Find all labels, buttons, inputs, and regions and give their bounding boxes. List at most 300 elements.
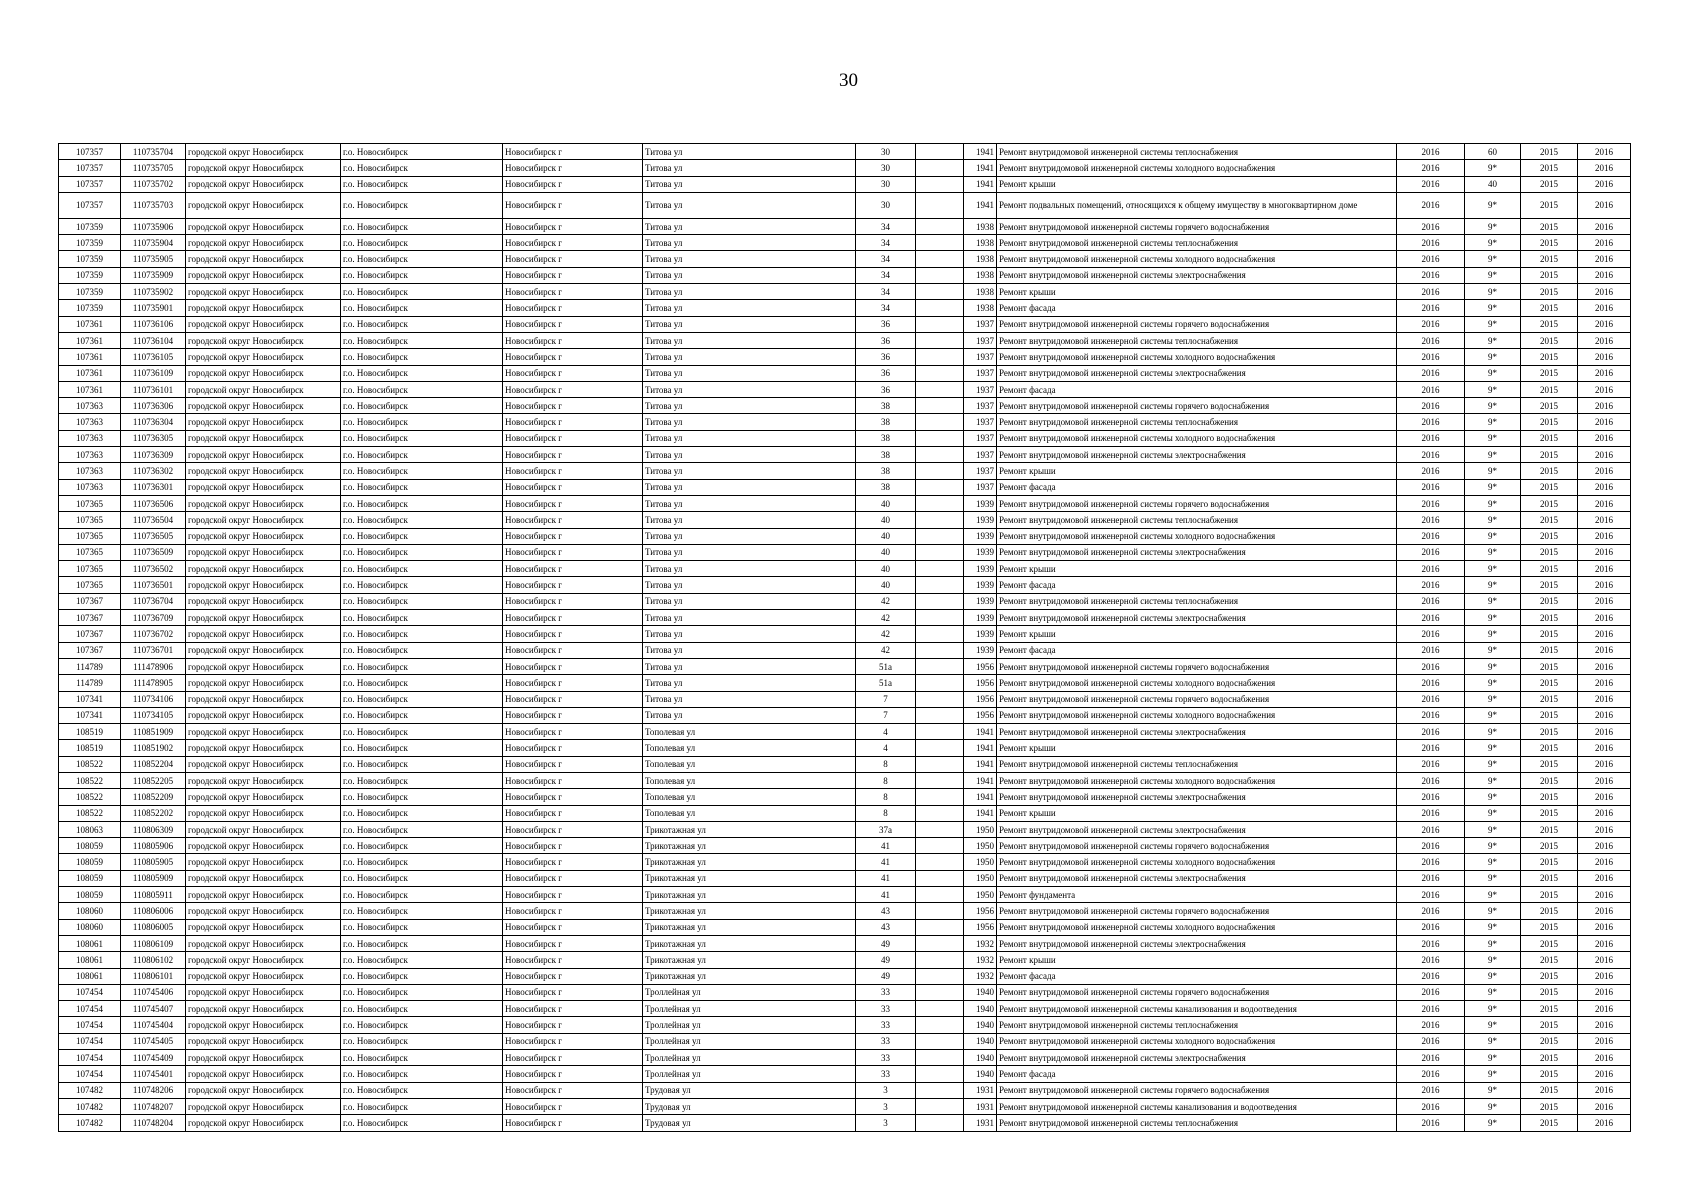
building-cell [916,1098,964,1114]
work-id-cell: 110745407 [121,1001,186,1017]
municipal-district-cell: городской округ Новосибирск [186,675,341,691]
end-year-cell: 2016 [1578,772,1631,788]
settlement-cell: г.о. Новосибирск [341,756,503,772]
year-built-cell: 1956 [964,691,997,707]
municipal-district-cell: городской округ Новосибирск [186,1033,341,1049]
year-built-cell: 1956 [964,903,997,919]
start-year-cell: 2015 [1521,284,1578,300]
work-id-cell: 110736502 [121,561,186,577]
wear-cell: 9* [1465,332,1521,348]
municipal-district-cell: городской округ Новосибирск [186,1001,341,1017]
house-number-cell: 38 [856,463,916,479]
work-type-cell: Ремонт внутридомовой инженерной системы электроснабжения [997,544,1397,560]
end-year-cell: 2016 [1578,789,1631,805]
city-cell: Новосибирск г [503,838,643,854]
table-row [59,528,1631,544]
settlement-cell: г.о. Новосибирск [341,1066,503,1082]
house-number-cell: 4 [856,724,916,740]
house-id-cell: 108519 [59,724,121,740]
building-cell [916,561,964,577]
municipal-district-cell: городской округ Новосибирск [186,192,341,218]
settlement-cell: г.о. Новосибирск [341,903,503,919]
municipal-district-cell: городской округ Новосибирск [186,332,341,348]
table-row [59,642,1631,658]
work-id-cell: 110736101 [121,381,186,397]
year-built-cell: 1937 [964,316,997,332]
settlement-cell: г.о. Новосибирск [341,935,503,951]
start-year-cell: 2015 [1521,463,1578,479]
settlement-cell: г.о. Новосибирск [341,316,503,332]
street-cell: Тополевая ул [643,740,856,756]
table-row [59,593,1631,609]
work-id-cell: 110852204 [121,756,186,772]
house-number-cell: 38 [856,430,916,446]
wear-cell: 9* [1465,160,1521,176]
work-type-cell: Ремонт внутридомовой инженерной системы холодного водоснабжения [997,919,1397,935]
table-row [59,1066,1631,1082]
city-cell: Новосибирск г [503,300,643,316]
end-year-cell: 2016 [1578,919,1631,935]
work-type-cell: Ремонт внутридомовой инженерной системы горячего водоснабжения [997,984,1397,1000]
building-cell [916,447,964,463]
building-cell [916,144,964,160]
building-cell [916,544,964,560]
end-year-cell: 2016 [1578,935,1631,951]
municipal-district-cell: городской округ Новосибирск [186,935,341,951]
table-row [59,789,1631,805]
plan-year-cell: 2016 [1397,1017,1465,1033]
plan-year-cell: 2016 [1397,235,1465,251]
house-number-cell: 30 [856,176,916,192]
start-year-cell: 2015 [1521,430,1578,446]
work-id-cell: 110736105 [121,349,186,365]
end-year-cell: 2016 [1578,610,1631,626]
year-built-cell: 1940 [964,1017,997,1033]
work-id-cell: 110852202 [121,805,186,821]
street-cell: Трикотажная ул [643,854,856,870]
plan-year-cell: 2016 [1397,512,1465,528]
street-cell: Трикотажная ул [643,968,856,984]
work-type-cell: Ремонт крыши [997,561,1397,577]
work-id-cell: 110736702 [121,626,186,642]
table-row [59,235,1631,251]
work-id-cell: 110748206 [121,1082,186,1098]
year-built-cell: 1939 [964,512,997,528]
table-row [59,284,1631,300]
municipal-district-cell: городской округ Новосибирск [186,919,341,935]
settlement-cell: г.о. Новосибирск [341,870,503,886]
street-cell: Трудовая ул [643,1098,856,1114]
house-number-cell: 7 [856,707,916,723]
building-cell [916,192,964,218]
building-cell [916,528,964,544]
work-id-cell: 110851909 [121,724,186,740]
table-row [59,479,1631,495]
building-cell [916,658,964,674]
plan-year-cell: 2016 [1397,398,1465,414]
wear-cell: 9* [1465,968,1521,984]
city-cell: Новосибирск г [503,610,643,626]
house-id-cell: 108059 [59,854,121,870]
work-id-cell: 110805911 [121,887,186,903]
municipal-district-cell: городской округ Новосибирск [186,381,341,397]
plan-year-cell: 2016 [1397,192,1465,218]
work-type-cell: Ремонт внутридомовой инженерной системы электроснабжения [997,447,1397,463]
end-year-cell: 2016 [1578,1017,1631,1033]
settlement-cell: г.о. Новосибирск [341,235,503,251]
end-year-cell: 2016 [1578,577,1631,593]
table-row [59,577,1631,593]
settlement-cell: г.о. Новосибирск [341,789,503,805]
wear-cell: 9* [1465,192,1521,218]
municipal-district-cell: городской округ Новосибирск [186,691,341,707]
building-cell [916,463,964,479]
wear-cell: 9* [1465,479,1521,495]
work-type-cell: Ремонт внутридомовой инженерной системы холодного водоснабжения [997,854,1397,870]
settlement-cell: г.о. Новосибирск [341,251,503,267]
house-id-cell: 107357 [59,144,121,160]
settlement-cell: г.о. Новосибирск [341,952,503,968]
municipal-district-cell: городской округ Новосибирск [186,1098,341,1114]
municipal-district-cell: городской округ Новосибирск [186,528,341,544]
end-year-cell: 2016 [1578,561,1631,577]
wear-cell: 9* [1465,251,1521,267]
building-cell [916,691,964,707]
work-id-cell: 110735704 [121,144,186,160]
plan-year-cell: 2016 [1397,724,1465,740]
work-type-cell: Ремонт внутридомовой инженерной системы электроснабжения [997,870,1397,886]
settlement-cell: г.о. Новосибирск [341,300,503,316]
work-id-cell: 110745405 [121,1033,186,1049]
settlement-cell: г.о. Новосибирск [341,365,503,381]
year-built-cell: 1956 [964,707,997,723]
start-year-cell: 2015 [1521,821,1578,837]
municipal-district-cell: городской округ Новосибирск [186,805,341,821]
house-id-cell: 107357 [59,176,121,192]
street-cell: Тополевая ул [643,724,856,740]
wear-cell: 9* [1465,1098,1521,1114]
settlement-cell: г.о. Новосибирск [341,1098,503,1114]
page-number: 30 [839,70,858,91]
house-id-cell: 107363 [59,430,121,446]
year-built-cell: 1938 [964,267,997,283]
work-type-cell: Ремонт внутридомовой инженерной системы холодного водоснабжения [997,707,1397,723]
start-year-cell: 2015 [1521,365,1578,381]
street-cell: Трудовая ул [643,1082,856,1098]
settlement-cell: г.о. Новосибирск [341,398,503,414]
year-built-cell: 1940 [964,1033,997,1049]
plan-year-cell: 2016 [1397,300,1465,316]
work-type-cell: Ремонт внутридомовой инженерной системы холодного водоснабжения [997,772,1397,788]
house-id-cell: 108059 [59,838,121,854]
start-year-cell: 2015 [1521,160,1578,176]
wear-cell: 9* [1465,870,1521,886]
municipal-district-cell: городской округ Новосибирск [186,642,341,658]
work-type-cell: Ремонт крыши [997,284,1397,300]
settlement-cell: г.о. Новосибирск [341,544,503,560]
start-year-cell: 2015 [1521,332,1578,348]
street-cell: Тополевая ул [643,756,856,772]
start-year-cell: 2015 [1521,561,1578,577]
year-built-cell: 1956 [964,919,997,935]
house-id-cell: 107341 [59,691,121,707]
wear-cell: 9* [1465,838,1521,854]
work-type-cell: Ремонт внутридомовой инженерной системы электроснабжения [997,821,1397,837]
city-cell: Новосибирск г [503,544,643,560]
city-cell: Новосибирск г [503,381,643,397]
year-built-cell: 1931 [964,1115,997,1131]
work-type-cell: Ремонт фасада [997,381,1397,397]
table-row [59,192,1631,218]
work-id-cell: 110805906 [121,838,186,854]
table-row [59,626,1631,642]
house-id-cell: 108522 [59,772,121,788]
end-year-cell: 2016 [1578,512,1631,528]
end-year-cell: 2016 [1578,1001,1631,1017]
building-cell [916,756,964,772]
work-type-cell: Ремонт внутридомовой инженерной системы горячего водоснабжения [997,903,1397,919]
year-built-cell: 1950 [964,821,997,837]
building-cell [916,218,964,234]
house-number-cell: 4 [856,740,916,756]
end-year-cell: 2016 [1578,398,1631,414]
wear-cell: 9* [1465,887,1521,903]
start-year-cell: 2015 [1521,626,1578,642]
city-cell: Новосибирск г [503,642,643,658]
house-id-cell: 108061 [59,952,121,968]
work-type-cell: Ремонт внутридомовой инженерной системы электроснабжения [997,610,1397,626]
table-row [59,691,1631,707]
city-cell: Новосибирск г [503,267,643,283]
wear-cell: 9* [1465,463,1521,479]
work-type-cell: Ремонт внутридомовой инженерной системы горячего водоснабжения [997,1082,1397,1098]
work-id-cell: 110736306 [121,398,186,414]
settlement-cell: г.о. Новосибирск [341,1082,503,1098]
street-cell: Титова ул [643,332,856,348]
settlement-cell: г.о. Новосибирск [341,805,503,821]
plan-year-cell: 2016 [1397,919,1465,935]
work-type-cell: Ремонт фундамента [997,887,1397,903]
year-built-cell: 1937 [964,414,997,430]
house-id-cell: 107361 [59,381,121,397]
plan-year-cell: 2016 [1397,544,1465,560]
start-year-cell: 2015 [1521,495,1578,511]
settlement-cell: г.о. Новосибирск [341,740,503,756]
settlement-cell: г.о. Новосибирск [341,1050,503,1066]
table-row [59,805,1631,821]
end-year-cell: 2016 [1578,218,1631,234]
street-cell: Титова ул [643,463,856,479]
work-id-cell: 110736704 [121,593,186,609]
street-cell: Титова ул [643,144,856,160]
house-number-cell: 51а [856,675,916,691]
end-year-cell: 2016 [1578,1050,1631,1066]
wear-cell: 9* [1465,430,1521,446]
wear-cell: 9* [1465,642,1521,658]
year-built-cell: 1932 [964,968,997,984]
work-id-cell: 110745409 [121,1050,186,1066]
year-built-cell: 1939 [964,528,997,544]
house-number-cell: 42 [856,626,916,642]
settlement-cell: г.о. Новосибирск [341,707,503,723]
street-cell: Трикотажная ул [643,838,856,854]
start-year-cell: 2015 [1521,658,1578,674]
city-cell: Новосибирск г [503,691,643,707]
plan-year-cell: 2016 [1397,772,1465,788]
settlement-cell: г.о. Новосибирск [341,1115,503,1131]
table-row [59,658,1631,674]
city-cell: Новосибирск г [503,1050,643,1066]
work-id-cell: 110805909 [121,870,186,886]
city-cell: Новосибирск г [503,192,643,218]
house-number-cell: 43 [856,903,916,919]
table-row [59,1082,1631,1098]
house-id-cell: 108522 [59,756,121,772]
plan-year-cell: 2016 [1397,561,1465,577]
house-number-cell: 41 [856,887,916,903]
wear-cell: 9* [1465,316,1521,332]
year-built-cell: 1941 [964,756,997,772]
wear-cell: 9* [1465,447,1521,463]
wear-cell: 9* [1465,235,1521,251]
street-cell: Титова ул [643,160,856,176]
municipal-district-cell: городской округ Новосибирск [186,577,341,593]
end-year-cell: 2016 [1578,805,1631,821]
wear-cell: 9* [1465,1050,1521,1066]
street-cell: Титова ул [643,192,856,218]
plan-year-cell: 2016 [1397,463,1465,479]
wear-cell: 9* [1465,300,1521,316]
work-type-cell: Ремонт внутридомовой инженерной системы теплоснабжения [997,332,1397,348]
street-cell: Тополевая ул [643,772,856,788]
work-type-cell: Ремонт крыши [997,176,1397,192]
work-id-cell: 110745406 [121,984,186,1000]
start-year-cell: 2015 [1521,144,1578,160]
work-type-cell: Ремонт внутридомовой инженерной системы электроснабжения [997,365,1397,381]
work-type-cell: Ремонт фасада [997,642,1397,658]
municipal-district-cell: городской округ Новосибирск [186,887,341,903]
plan-year-cell: 2016 [1397,593,1465,609]
street-cell: Троллейная ул [643,1001,856,1017]
start-year-cell: 2015 [1521,887,1578,903]
table-row [59,1033,1631,1049]
end-year-cell: 2016 [1578,887,1631,903]
year-built-cell: 1941 [964,789,997,805]
table-row [59,903,1631,919]
city-cell: Новосибирск г [503,365,643,381]
start-year-cell: 2015 [1521,1033,1578,1049]
plan-year-cell: 2016 [1397,365,1465,381]
municipal-district-cell: городской округ Новосибирск [186,544,341,560]
house-number-cell: 34 [856,284,916,300]
wear-cell: 9* [1465,349,1521,365]
building-cell [916,381,964,397]
street-cell: Трикотажная ул [643,887,856,903]
house-id-cell: 107365 [59,561,121,577]
building-cell [916,968,964,984]
settlement-cell: г.о. Новосибирск [341,854,503,870]
city-cell: Новосибирск г [503,675,643,691]
building-cell [916,1017,964,1033]
building-cell [916,479,964,495]
work-id-cell: 110734105 [121,707,186,723]
house-id-cell: 107363 [59,479,121,495]
house-id-cell: 107363 [59,398,121,414]
street-cell: Титова ул [643,675,856,691]
start-year-cell: 2015 [1521,1082,1578,1098]
end-year-cell: 2016 [1578,381,1631,397]
work-id-cell: 110735902 [121,284,186,300]
plan-year-cell: 2016 [1397,691,1465,707]
year-built-cell: 1939 [964,577,997,593]
house-number-cell: 33 [856,1017,916,1033]
start-year-cell: 2015 [1521,707,1578,723]
end-year-cell: 2016 [1578,235,1631,251]
house-id-cell: 107359 [59,284,121,300]
plan-year-cell: 2016 [1397,984,1465,1000]
work-type-cell: Ремонт внутридомовой инженерной системы теплоснабжения [997,1017,1397,1033]
street-cell: Титова ул [643,642,856,658]
municipal-district-cell: городской округ Новосибирск [186,610,341,626]
settlement-cell: г.о. Новосибирск [341,447,503,463]
city-cell: Новосибирск г [503,740,643,756]
street-cell: Титова ул [643,479,856,495]
city-cell: Новосибирск г [503,707,643,723]
plan-year-cell: 2016 [1397,789,1465,805]
house-id-cell: 107365 [59,528,121,544]
work-id-cell: 110736509 [121,544,186,560]
year-built-cell: 1937 [964,447,997,463]
start-year-cell: 2015 [1521,398,1578,414]
work-id-cell: 110806309 [121,821,186,837]
city-cell: Новосибирск г [503,218,643,234]
plan-year-cell: 2016 [1397,1001,1465,1017]
building-cell [916,1001,964,1017]
building-cell [916,430,964,446]
year-built-cell: 1941 [964,176,997,192]
settlement-cell: г.о. Новосибирск [341,919,503,935]
start-year-cell: 2015 [1521,544,1578,560]
house-number-cell: 41 [856,838,916,854]
municipal-district-cell: городской округ Новосибирск [186,984,341,1000]
house-number-cell: 33 [856,1033,916,1049]
municipal-district-cell: городской округ Новосибирск [186,789,341,805]
settlement-cell: г.о. Новосибирск [341,218,503,234]
work-type-cell: Ремонт внутридомовой инженерной системы холодного водоснабжения [997,349,1397,365]
city-cell: Новосибирск г [503,430,643,446]
plan-year-cell: 2016 [1397,479,1465,495]
start-year-cell: 2015 [1521,610,1578,626]
work-type-cell: Ремонт фасада [997,577,1397,593]
municipal-district-cell: городской округ Новосибирск [186,316,341,332]
house-number-cell: 38 [856,414,916,430]
municipal-district-cell: городской округ Новосибирск [186,838,341,854]
wear-cell: 9* [1465,821,1521,837]
table-row [59,1001,1631,1017]
work-id-cell: 110736109 [121,365,186,381]
end-year-cell: 2016 [1578,160,1631,176]
table-row [59,821,1631,837]
building-cell [916,414,964,430]
work-id-cell: 111478906 [121,658,186,674]
municipal-district-cell: городской округ Новосибирск [186,349,341,365]
street-cell: Титова ул [643,691,856,707]
building-cell [916,772,964,788]
city-cell: Новосибирск г [503,479,643,495]
house-number-cell: 49 [856,952,916,968]
table-row [59,561,1631,577]
wear-cell: 9* [1465,1017,1521,1033]
